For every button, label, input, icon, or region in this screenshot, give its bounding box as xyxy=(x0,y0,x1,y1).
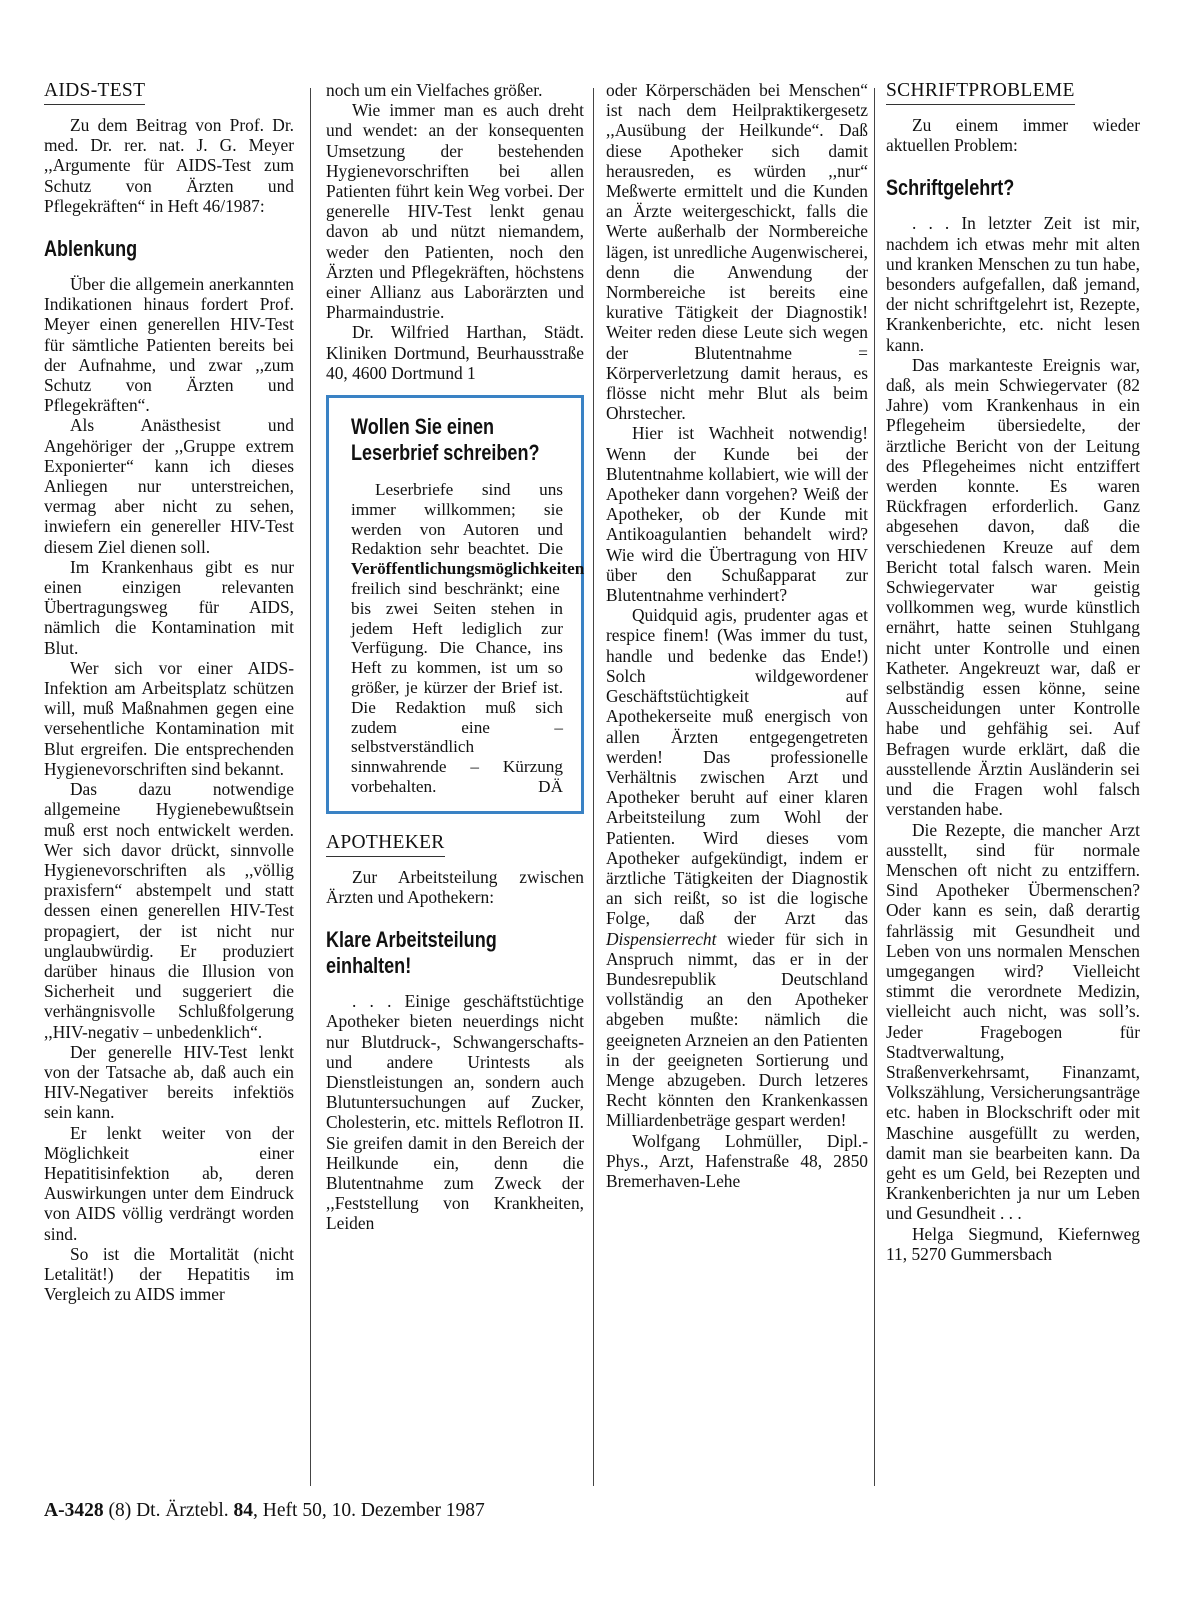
paragraph: Das markanteste Ereignis war, daß, als mein Schwiegervater (82 Jahre) vom Krankenhaus in ein Pflegeheim übersiedelte, der ärztliche Bericht von der Leitung des Pflegeheimes nicht entziffert werden konnte. Es waren Rückfragen erforderlich. Ganz abgesehen davon, daß die verschiedenen Kreuze auf dem Bericht total falsch waren. Mein Schwiegervater war geistig vollkommen weg, wurde künstlich ernährt, hatte seinen Stuhlgang nicht unter Kontrolle und einen Katheter. Angekreuzt war, daß er selbständig essen könne, seine Ausscheidungen unter Kontrolle habe und gehfähig sei. Auf Befragen wurde erklärt, daß die ausstellende Ärztin Ausländerin sei und die Fragen wohl falsch verstanden habe. xyxy=(886,354,1140,820)
paragraph: Die Rezepte, die mancher Arzt ausstellt, sind für normale Menschen oft nicht zu entziffern. Sind Apotheker Übermenschen? Oder kann es sein, daß derartig fahrlässig mit Gesundheit und Leben von uns normalen Menschen umgegangen wird? Vielleicht stimmt die verordnete Medizin, vielleicht auch nicht, was soll’s. Jeder Fragebogen für Stadtverwaltung, Straßenverkehrsamt, Finanzamt, Volkszählung, Versicherungsanträge etc. haben in Blockschrift oder mit Maschine ausgefüllt zu werden, damit man sie bearbeiten kann. Da geht es um Geld, bei Rezepten und Krankenberichten ja nur um Leben und Gesundheit . . . xyxy=(886,819,1140,1224)
box-text-part: Leserbriefe sind uns immer willkommen; sie werden von Autoren und Redaktion sehr beachtet. Die xyxy=(351,480,563,559)
column-rule-1 xyxy=(310,88,311,1486)
section-label: APOTHEKER xyxy=(326,832,445,857)
paragraph: Der generelle HIV-Test lenkt von der Tatsache ab, daß auch ein HIV-Negativer bereits infektiös sein kann. xyxy=(44,1041,294,1123)
page-number: A-3428 xyxy=(44,1500,104,1521)
paragraph: Wie immer man es auch dreht und wendet: an der konsequenten Umsetzung der bestehenden Hygienevorschriften bei allen Patienten führt kein Weg vorbei. Der generelle HIV-Test lenkt genau davon ab und nützt niemandem, weder den Patienten, noch den Ärzten und Pflegekräften, höchstens einer Allianz aus Laborärzten und Pharmaindustrie. xyxy=(326,100,584,323)
footer-text: (8) Dt. Ärztebl. xyxy=(103,1500,234,1521)
paragraph xyxy=(606,605,868,1130)
info-box xyxy=(326,395,584,814)
paragraph: . . . Einige geschäftstüchtige Apotheker bieten neuerdings nicht nur Blutdruck-, Schwangerschafts- und andere Urintests als Dienstleistungen an, sondern auch Blutuntersuchungen auf Zucker, Cholesterin, etc. mittels Reflotron II. Sie greifen damit in den Bereich der Heilkunde ein, denn die Blutentnahme zum Zweck der ,,Feststellung von Krankheiten, Leiden xyxy=(326,991,584,1234)
intro-text: Zu dem Beitrag von Prof. Dr. med. Dr. rer. nat. J. G. Meyer ,,Argumente für AIDS-Test zum Schutz von Ärzten und Pflegekräften“ in Heft 46/1987: xyxy=(44,115,294,216)
footer-text: , Heft 50, 10. Dezember 1987 xyxy=(253,1500,485,1521)
intro-text: Zu einem immer wieder aktuellen Problem: xyxy=(886,115,1140,156)
section-label: SCHRIFTPROBLEME xyxy=(886,80,1075,105)
volume-number: 84 xyxy=(233,1500,254,1521)
column-3 xyxy=(606,80,868,1191)
author-signature: Wolfgang Lohmüller, Dipl.-Phys., Arzt, Hafenstraße 48, 2850 Bremerhaven-Lehe xyxy=(606,1130,868,1191)
paragraph: Er lenkt weiter von der Möglichkeit einer Hepatitisinfektion ab, deren Auswirkungen unter dem Eindruck von AIDS völlig verdrängt worden sind. xyxy=(44,1122,294,1244)
author-signature: Dr. Wilfried Harthan, Städt. Kliniken Dortmund, Beurhausstraße 40, 4600 Dortmund 1 xyxy=(326,322,584,383)
article-headline: Klare Arbeitsteilung einhalten! xyxy=(326,927,497,979)
column-1 xyxy=(44,80,294,1304)
paragraph: So ist die Mortalität (nicht Letalität!) der Hepatitis im Vergleich zu AIDS immer xyxy=(44,1243,294,1305)
column-4 xyxy=(886,80,1140,1264)
page-footer xyxy=(44,1500,485,1522)
author-signature: Helga Siegmund, Kiefernweg 11, 5270 Gummersbach xyxy=(886,1223,1140,1264)
column-rule-2 xyxy=(593,88,594,1486)
box-text-part: freilich sind beschränkt; eine bis zwei Seiten stehen in jedem Heft lediglich zur Verfügung. Die Chance, ins Heft zu kommen, ist um so größer, je kürzer der Brief ist. Die Redaktion muß sich zudem eine – selbstverständlich sinnwahrende – Kürzung vorbehalten. xyxy=(351,579,563,796)
article-headline: Schriftgelehrt? xyxy=(886,175,1015,201)
section-label: AIDS-TEST xyxy=(44,80,145,105)
intro-text: Zur Arbeitsteilung zwischen Ärzten und Apothekern: xyxy=(326,866,584,907)
paragraph: noch um ein Vielfaches größer. xyxy=(326,80,543,100)
box-text-bold: Veröffentlichungsmöglichkeiten xyxy=(351,559,585,579)
column-rule-3 xyxy=(874,88,875,1486)
paragraph: Als Anästhesist und Angehöriger der ,,Gruppe extrem Exponierter“ kann ich dieses Anliegen nur unterstreichen, vermag aber nicht zu sehen, inwiefern ein genereller HIV-Test diesem Ziel dienen soll. xyxy=(44,415,294,557)
paragraph: Das dazu notwendige allgemeine Hygienebewußtsein muß erst noch entwickelt werden. Wer sich davor drückt, sinnvolle Hygienevorschriften als ,,völlig praxisfern“ abstempelt und statt dessen einen generellen HIV-Test propagiert, der ist nicht nur unglaubwürdig. Er produziert darüber hinaus die Illusion von Sicherheit und suggeriert die verhängnisvolle Schlußfolgerung ,,HIV-negativ – unbedenklich“. xyxy=(44,779,294,1042)
box-signature: DÄ xyxy=(538,777,563,796)
paragraph: oder Körperschäden bei Menschen“ ist nach dem Heilpraktikergesetz ,,Ausübung der Heilkunde“. Daß diese Apotheker sich damit herausreden, es würden ,,nur“ Meßwerte ermittelt und die Kunden an Ärzte weitergeschickt, falls die Werte außerhalb der Normbereiche lägen, ist unredliche Augenwischerei, denn die Anwendung der Normbereiche ist bereits eine kurative Tätigkeit der Diagnostik! Weiter reden diese Leute sich wegen der Blutentnahme = Körperverletzung damit heraus, es flösse nicht mehr Blut als beim Ohrstecher. xyxy=(606,80,868,424)
paragraph-part: wieder für sich in Anspruch nimmt, das er in der Bundesrepublik Deutschland vollständig an den Apotheker abgeben mußte: nämlich die geeigneten Arzneien an den Patienten in der geeigneten Sortierung und Menge abzugeben. Durch letzeres Recht könnten den Krankenkassen Milliardenbeträge gespart werden! xyxy=(606,928,868,1131)
paragraph: Wer sich vor einer AIDS-Infektion am Arbeitsplatz schützen will, muß Maßnahmen gegen eine versehentliche Kontamination mit Blut ergreifen. Die entsprechenden Hygienevorschriften sind bekannt. xyxy=(44,657,294,779)
paragraph: Über die allgemein anerkannten Indikationen hinaus fordert Prof. Meyer einen generellen HIV-Test für sämtliche Patienten bereits bei der Aufnahme, und zwar ,,zum Schutz von Ärzten und Pflegekräften“. xyxy=(44,274,294,416)
box-headline: Wollen Sie einen Leserbrief schreiben? xyxy=(351,414,540,466)
paragraph: Im Krankenhaus gibt es nur einen einzigen relevanten Übertragungsweg für AIDS, nämlich die Kontamination mit Blut. xyxy=(44,556,294,658)
article-headline: Ablenkung xyxy=(44,236,138,262)
paragraph: Hier ist Wachheit notwendig! Wenn der Kunde bei der Blutentnahme kollabiert, wie will der Apotheker dann vorgehen? Weiß der Apotheker, ob der Kunde mit Antikoagulantien behandelt wird? Wie wird die Übertragung von HIV über den Schußapparat zur Blutentnahme verhindert? xyxy=(606,423,868,606)
box-text xyxy=(351,480,585,797)
italic-term: Dispensierrecht xyxy=(606,928,717,949)
paragraph-part: Quidquid agis, prudenter agas et respice finem! (Was immer du tust, handle und bedenke das Ende!) Solch wildgewordener Geschäftstüchtigkeit auf Apothekerseite muß energisch von allen Ärzten entgegengetreten werden! Das professionelle Verhältnis zwischen Arzt und Apotheker beruht auf einer klaren Arbeitsteilung zum Wohl der Patienten. Wird dieses vom Apotheker aufgekündigt, indem er ärztliche Tätigkeiten der Diagnostik an sich reißt, so ist die logische Folge, daß der Arzt das xyxy=(606,605,868,929)
column-2 xyxy=(326,80,584,1234)
paragraph: . . . In letzter Zeit ist mir, nachdem ich etwas mehr mit alten und kranken Menschen zu tun habe, besonders aufgefallen, daß jemand, der nicht schriftgelehrt ist, Rezepte, Krankenberichte, etc. nicht lesen kann. xyxy=(886,213,1140,355)
